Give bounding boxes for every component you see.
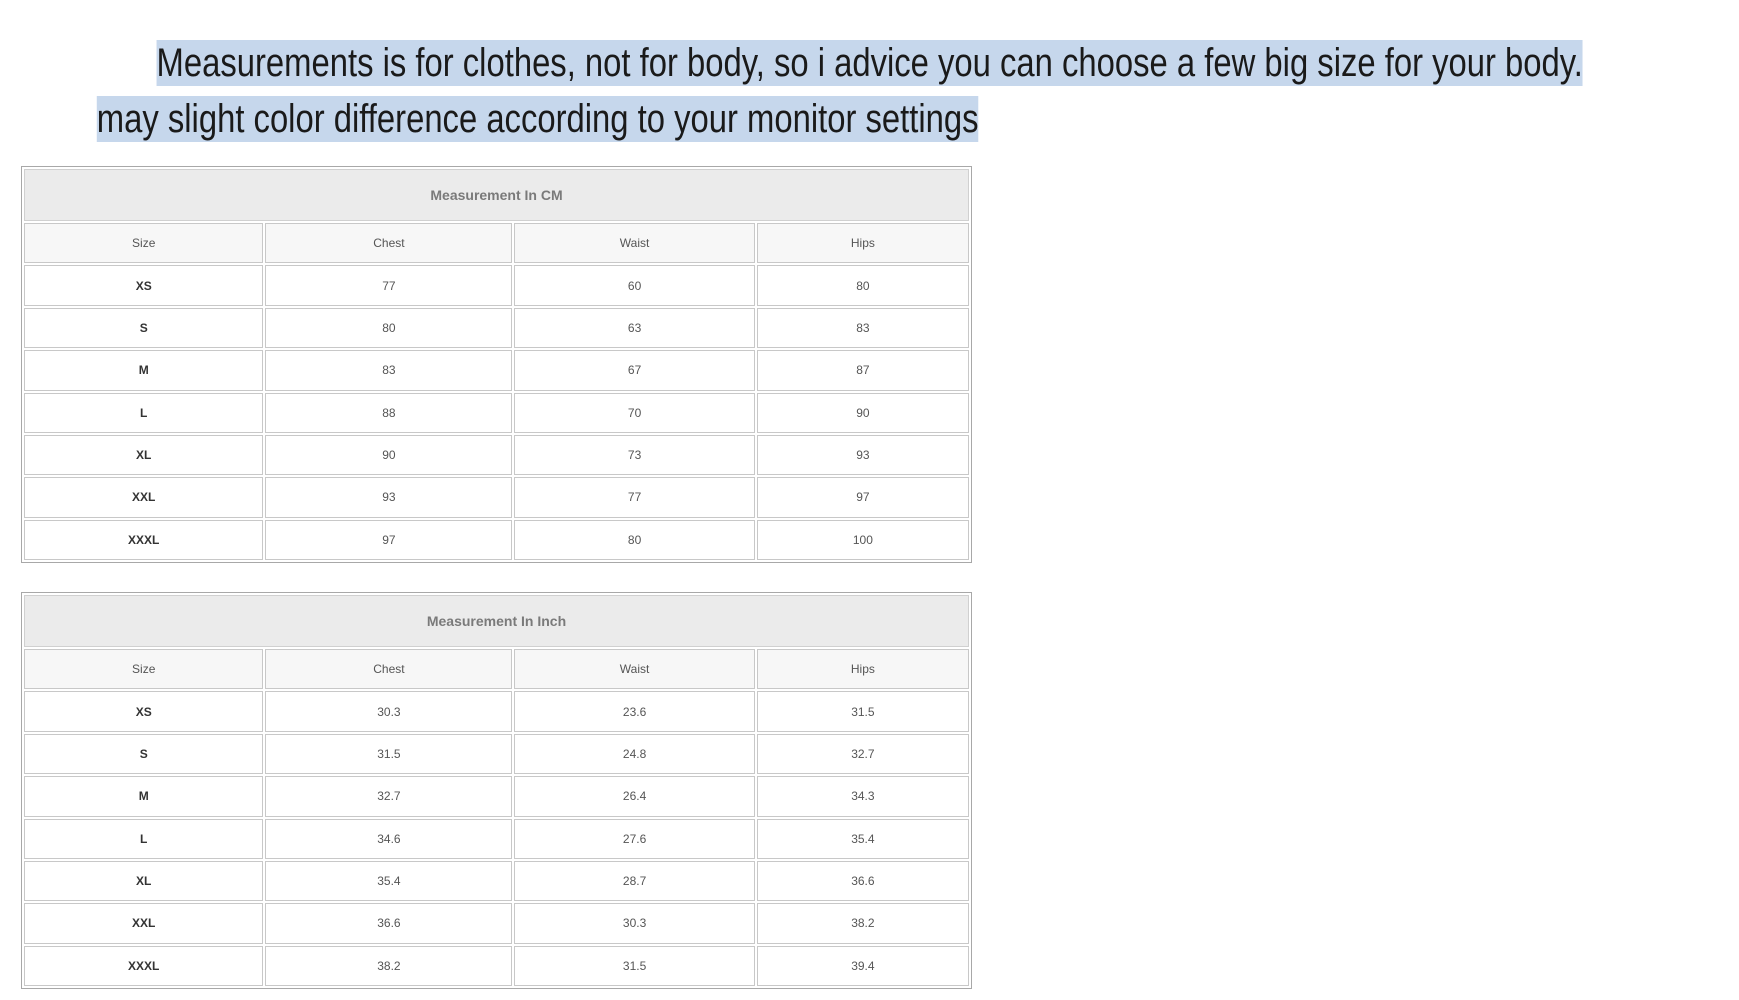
measurement-cell-chest: 80 — [265, 308, 512, 348]
measurement-cell-waist: 77 — [514, 477, 754, 517]
size-label-cell: L — [24, 819, 263, 859]
table-header-row — [24, 223, 969, 263]
size-label-cell: XL — [24, 435, 263, 475]
table-row — [24, 520, 969, 560]
table-row — [24, 435, 969, 475]
measurement-cell-chest: 35.4 — [265, 861, 512, 901]
measurement-cell-hips: 97 — [757, 477, 969, 517]
column-header-waist: Waist — [514, 649, 754, 689]
size-label-cell: XXL — [24, 477, 263, 517]
size-label-cell: XXXL — [24, 946, 263, 986]
measurement-cell-waist: 70 — [514, 393, 754, 433]
measurement-cell-waist: 30.3 — [514, 903, 754, 943]
measurement-cell-chest: 77 — [265, 265, 512, 305]
measurement-cell-waist: 28.7 — [514, 861, 754, 901]
measurement-cell-hips: 38.2 — [757, 903, 969, 943]
table-row — [24, 350, 969, 390]
table-row — [24, 734, 969, 774]
measurement-cell-waist: 31.5 — [514, 946, 754, 986]
table-caption-row — [24, 169, 969, 221]
notice-line-1 — [0, 40, 1583, 86]
cm-table — [22, 167, 971, 562]
measurement-cell-waist: 26.4 — [514, 776, 754, 816]
measurement-cell-chest: 83 — [265, 350, 512, 390]
table-row — [24, 946, 969, 986]
size-label-cell: M — [24, 776, 263, 816]
measurement-cell-waist: 73 — [514, 435, 754, 475]
measurement-cell-hips: 83 — [757, 308, 969, 348]
table-row — [24, 265, 969, 305]
size-label-cell: M — [24, 350, 263, 390]
measurement-cell-chest: 34.6 — [265, 819, 512, 859]
measurement-cell-hips: 32.7 — [757, 734, 969, 774]
measurement-cell-waist: 24.8 — [514, 734, 754, 774]
measurement-cell-hips: 35.4 — [757, 819, 969, 859]
size-label-cell: XXXL — [24, 520, 263, 560]
size-label-cell: S — [24, 308, 263, 348]
notice-line-2 — [0, 96, 1000, 142]
table-row — [24, 308, 969, 348]
measurement-cell-waist: 27.6 — [514, 819, 754, 859]
column-header-chest: Chest — [265, 649, 512, 689]
measurement-cell-chest: 38.2 — [265, 946, 512, 986]
cm-size-table — [21, 166, 972, 563]
table-row — [24, 477, 969, 517]
inch-size-table — [21, 592, 972, 989]
table-caption-row — [24, 595, 969, 647]
measurement-cell-hips: 39.4 — [757, 946, 969, 986]
measurement-cell-waist: 80 — [514, 520, 754, 560]
size-label-cell: XS — [24, 265, 263, 305]
inch-table — [22, 593, 971, 988]
column-header-size: Size — [24, 649, 263, 689]
measurement-cell-chest: 30.3 — [265, 691, 512, 731]
measurement-cell-chest: 97 — [265, 520, 512, 560]
column-header-waist: Waist — [514, 223, 754, 263]
measurement-cell-chest: 36.6 — [265, 903, 512, 943]
measurement-cell-hips: 93 — [757, 435, 969, 475]
measurement-cell-hips: 87 — [757, 350, 969, 390]
size-label-cell: XL — [24, 861, 263, 901]
table-row — [24, 819, 969, 859]
size-label-cell: XXL — [24, 903, 263, 943]
measurement-cell-hips: 100 — [757, 520, 969, 560]
measurement-cell-chest: 31.5 — [265, 734, 512, 774]
measurement-cell-hips: 34.3 — [757, 776, 969, 816]
table-row — [24, 393, 969, 433]
measurement-cell-waist: 60 — [514, 265, 754, 305]
column-header-chest: Chest — [265, 223, 512, 263]
measurement-cell-waist: 63 — [514, 308, 754, 348]
column-header-hips: Hips — [757, 649, 969, 689]
measurement-cell-waist: 23.6 — [514, 691, 754, 731]
table-row — [24, 903, 969, 943]
table-header-row — [24, 649, 969, 689]
table-row — [24, 861, 969, 901]
notice-line-2-text: may slight color difference according to your monitor settings — [96, 97, 979, 141]
measurement-cell-hips: 80 — [757, 265, 969, 305]
table-title: Measurement In Inch — [24, 595, 969, 647]
size-label-cell: L — [24, 393, 263, 433]
size-label-cell: S — [24, 734, 263, 774]
measurement-cell-waist: 67 — [514, 350, 754, 390]
table-title: Measurement In CM — [24, 169, 969, 221]
measurement-cell-chest: 93 — [265, 477, 512, 517]
measurement-cell-hips: 90 — [757, 393, 969, 433]
measurement-cell-hips: 31.5 — [757, 691, 969, 731]
column-header-hips: Hips — [757, 223, 969, 263]
measurement-cell-chest: 32.7 — [265, 776, 512, 816]
measurement-cell-hips: 36.6 — [757, 861, 969, 901]
size-label-cell: XS — [24, 691, 263, 731]
measurement-cell-chest: 88 — [265, 393, 512, 433]
table-row — [24, 776, 969, 816]
notice-line-1-text: Measurements is for clothes, not for body, so i advice you can choose a few big size for your body. — [156, 41, 1583, 85]
table-row — [24, 691, 969, 731]
measurement-cell-chest: 90 — [265, 435, 512, 475]
column-header-size: Size — [24, 223, 263, 263]
